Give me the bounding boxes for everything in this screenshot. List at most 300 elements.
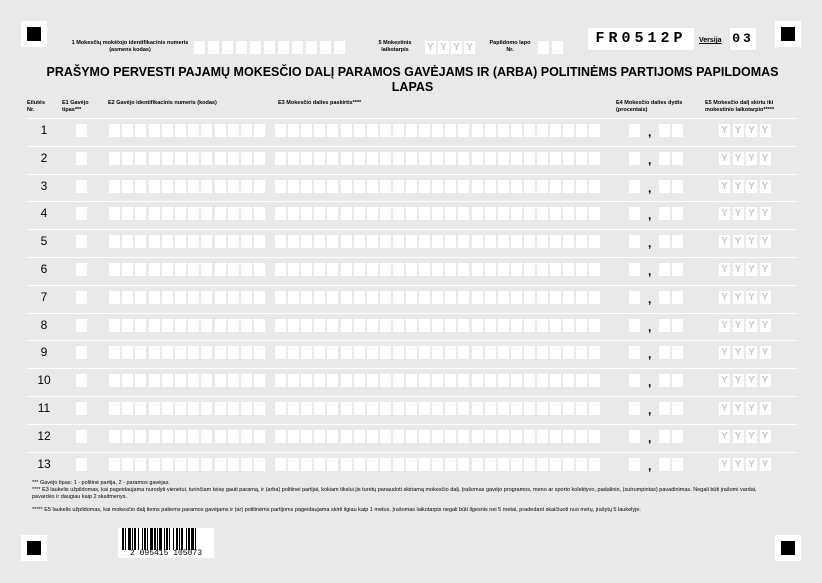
purpose-cell[interactable] <box>576 180 587 193</box>
recipient-id-cell[interactable] <box>175 291 186 304</box>
purpose-cell[interactable] <box>498 263 509 276</box>
purpose-cell[interactable] <box>498 235 509 248</box>
purpose-cell[interactable] <box>354 319 365 332</box>
purpose-cell[interactable] <box>288 291 299 304</box>
recipient-id-cell[interactable] <box>254 402 265 415</box>
period-until-cell[interactable]: Y <box>733 124 744 137</box>
sheet-no-cell[interactable] <box>552 41 563 54</box>
recipient-type-cell[interactable] <box>76 152 87 165</box>
period-until-cell[interactable]: Y <box>733 402 744 415</box>
purpose-cell[interactable] <box>275 207 286 220</box>
purpose-cell[interactable] <box>537 291 548 304</box>
share-percent-cell[interactable] <box>659 319 670 332</box>
recipient-id-cell[interactable] <box>188 235 199 248</box>
purpose-cell[interactable] <box>301 430 312 443</box>
recipient-id-cell[interactable] <box>188 319 199 332</box>
recipient-id-cell[interactable] <box>188 402 199 415</box>
recipient-id-cell[interactable] <box>109 458 120 471</box>
purpose-cell[interactable] <box>524 152 535 165</box>
purpose-cell[interactable] <box>432 374 443 387</box>
purpose-cell[interactable] <box>288 180 299 193</box>
purpose-cell[interactable] <box>458 402 469 415</box>
purpose-cell[interactable] <box>537 430 548 443</box>
purpose-cell[interactable] <box>301 180 312 193</box>
recipient-type-cell[interactable] <box>76 346 87 359</box>
taxpayer-id-cell[interactable] <box>306 41 317 54</box>
purpose-cell[interactable] <box>458 319 469 332</box>
share-percent-cell[interactable] <box>672 402 683 415</box>
share-percent-cell[interactable] <box>672 207 683 220</box>
purpose-cell[interactable] <box>341 319 352 332</box>
recipient-id-cell[interactable] <box>109 402 120 415</box>
recipient-id-cell[interactable] <box>201 263 212 276</box>
purpose-cell[interactable] <box>288 207 299 220</box>
recipient-id-cell[interactable] <box>135 346 146 359</box>
share-percent-cell[interactable] <box>672 124 683 137</box>
purpose-cell[interactable] <box>589 402 600 415</box>
purpose-cell[interactable] <box>288 458 299 471</box>
purpose-cell[interactable] <box>275 235 286 248</box>
recipient-id-cell[interactable] <box>162 319 173 332</box>
purpose-cell[interactable] <box>432 458 443 471</box>
period-until-cell[interactable]: Y <box>746 402 757 415</box>
recipient-id-cell[interactable] <box>254 319 265 332</box>
period-until-cell[interactable]: Y <box>733 374 744 387</box>
recipient-id-cell[interactable] <box>201 235 212 248</box>
share-percent-cell[interactable] <box>672 319 683 332</box>
recipient-id-cell[interactable] <box>162 458 173 471</box>
purpose-cell[interactable] <box>393 374 404 387</box>
period-until-cell[interactable]: Y <box>733 152 744 165</box>
share-percent-cell[interactable] <box>659 152 670 165</box>
recipient-id-cell[interactable] <box>228 235 239 248</box>
purpose-cell[interactable] <box>314 346 325 359</box>
purpose-cell[interactable] <box>288 374 299 387</box>
purpose-cell[interactable] <box>341 346 352 359</box>
purpose-cell[interactable] <box>511 319 522 332</box>
recipient-id-cell[interactable] <box>228 374 239 387</box>
recipient-id-cell[interactable] <box>175 319 186 332</box>
purpose-cell[interactable] <box>393 207 404 220</box>
recipient-id-cell[interactable] <box>122 402 133 415</box>
purpose-cell[interactable] <box>341 291 352 304</box>
purpose-cell[interactable] <box>327 152 338 165</box>
recipient-id-cell[interactable] <box>188 263 199 276</box>
purpose-cell[interactable] <box>314 124 325 137</box>
recipient-id-cell[interactable] <box>135 263 146 276</box>
period-until-cell[interactable]: Y <box>733 319 744 332</box>
purpose-cell[interactable] <box>524 430 535 443</box>
purpose-cell[interactable] <box>288 430 299 443</box>
purpose-cell[interactable] <box>472 235 483 248</box>
recipient-id-cell[interactable] <box>254 124 265 137</box>
recipient-id-cell[interactable] <box>162 346 173 359</box>
recipient-id-cell[interactable] <box>241 235 252 248</box>
purpose-cell[interactable] <box>314 180 325 193</box>
share-percent-cell[interactable] <box>629 291 640 304</box>
purpose-cell[interactable] <box>498 319 509 332</box>
recipient-id-cell[interactable] <box>228 207 239 220</box>
purpose-cell[interactable] <box>511 152 522 165</box>
recipient-id-cell[interactable] <box>254 180 265 193</box>
purpose-cell[interactable] <box>393 152 404 165</box>
taxpayer-id-cell[interactable] <box>264 41 275 54</box>
purpose-cell[interactable] <box>550 152 561 165</box>
period-until-cell[interactable]: Y <box>719 374 730 387</box>
recipient-id-cell[interactable] <box>254 291 265 304</box>
share-percent-cell[interactable] <box>659 346 670 359</box>
share-percent-cell[interactable] <box>659 124 670 137</box>
purpose-cell[interactable] <box>550 291 561 304</box>
recipient-id-cell[interactable] <box>241 346 252 359</box>
purpose-cell[interactable] <box>576 152 587 165</box>
recipient-id-cell[interactable] <box>122 458 133 471</box>
period-until-cell[interactable]: Y <box>733 263 744 276</box>
purpose-cell[interactable] <box>354 291 365 304</box>
share-percent-cell[interactable] <box>659 402 670 415</box>
period-until-cell[interactable]: Y <box>733 207 744 220</box>
recipient-id-cell[interactable] <box>162 402 173 415</box>
purpose-cell[interactable] <box>380 458 391 471</box>
recipient-id-cell[interactable] <box>149 319 160 332</box>
recipient-id-cell[interactable] <box>215 235 226 248</box>
period-until-cell[interactable]: Y <box>733 346 744 359</box>
recipient-id-cell[interactable] <box>122 291 133 304</box>
recipient-id-cell[interactable] <box>228 291 239 304</box>
purpose-cell[interactable] <box>341 374 352 387</box>
purpose-cell[interactable] <box>327 263 338 276</box>
purpose-cell[interactable] <box>472 180 483 193</box>
purpose-cell[interactable] <box>472 319 483 332</box>
purpose-cell[interactable] <box>367 402 378 415</box>
purpose-cell[interactable] <box>576 235 587 248</box>
period-until-cell[interactable]: Y <box>719 402 730 415</box>
purpose-cell[interactable] <box>354 402 365 415</box>
purpose-cell[interactable] <box>327 124 338 137</box>
period-until-cell[interactable]: Y <box>719 291 730 304</box>
recipient-id-cell[interactable] <box>135 374 146 387</box>
recipient-id-cell[interactable] <box>188 374 199 387</box>
recipient-id-cell[interactable] <box>241 319 252 332</box>
recipient-id-cell[interactable] <box>228 430 239 443</box>
purpose-cell[interactable] <box>406 263 417 276</box>
purpose-cell[interactable] <box>301 402 312 415</box>
purpose-cell[interactable] <box>498 374 509 387</box>
share-percent-cell[interactable] <box>659 207 670 220</box>
purpose-cell[interactable] <box>367 458 378 471</box>
purpose-cell[interactable] <box>354 263 365 276</box>
share-percent-cell[interactable] <box>629 207 640 220</box>
purpose-cell[interactable] <box>550 458 561 471</box>
tax-period-cell[interactable]: Y <box>464 41 475 54</box>
purpose-cell[interactable] <box>419 152 430 165</box>
purpose-cell[interactable] <box>563 152 574 165</box>
period-until-cell[interactable]: Y <box>760 402 771 415</box>
purpose-cell[interactable] <box>301 207 312 220</box>
share-percent-cell[interactable] <box>672 180 683 193</box>
share-percent-cell[interactable] <box>672 346 683 359</box>
recipient-id-cell[interactable] <box>215 263 226 276</box>
taxpayer-id-cell[interactable] <box>320 41 331 54</box>
purpose-cell[interactable] <box>367 152 378 165</box>
purpose-cell[interactable] <box>498 291 509 304</box>
purpose-cell[interactable] <box>589 180 600 193</box>
period-until-cell[interactable]: Y <box>719 152 730 165</box>
purpose-cell[interactable] <box>432 319 443 332</box>
recipient-id-cell[interactable] <box>149 124 160 137</box>
recipient-id-cell[interactable] <box>135 402 146 415</box>
purpose-cell[interactable] <box>275 319 286 332</box>
purpose-cell[interactable] <box>393 402 404 415</box>
purpose-cell[interactable] <box>458 346 469 359</box>
purpose-cell[interactable] <box>406 374 417 387</box>
purpose-cell[interactable] <box>537 319 548 332</box>
purpose-cell[interactable] <box>589 374 600 387</box>
recipient-id-cell[interactable] <box>188 430 199 443</box>
purpose-cell[interactable] <box>341 235 352 248</box>
purpose-cell[interactable] <box>472 402 483 415</box>
recipient-id-cell[interactable] <box>215 458 226 471</box>
purpose-cell[interactable] <box>524 235 535 248</box>
purpose-cell[interactable] <box>498 430 509 443</box>
period-until-cell[interactable]: Y <box>760 346 771 359</box>
purpose-cell[interactable] <box>485 319 496 332</box>
purpose-cell[interactable] <box>301 291 312 304</box>
purpose-cell[interactable] <box>458 235 469 248</box>
recipient-id-cell[interactable] <box>241 207 252 220</box>
period-until-cell[interactable]: Y <box>746 319 757 332</box>
purpose-cell[interactable] <box>445 458 456 471</box>
purpose-cell[interactable] <box>511 180 522 193</box>
purpose-cell[interactable] <box>432 152 443 165</box>
share-percent-cell[interactable] <box>672 291 683 304</box>
purpose-cell[interactable] <box>419 458 430 471</box>
purpose-cell[interactable] <box>472 291 483 304</box>
recipient-id-cell[interactable] <box>149 346 160 359</box>
purpose-cell[interactable] <box>563 180 574 193</box>
purpose-cell[interactable] <box>341 430 352 443</box>
recipient-id-cell[interactable] <box>215 346 226 359</box>
period-until-cell[interactable]: Y <box>733 180 744 193</box>
purpose-cell[interactable] <box>406 124 417 137</box>
purpose-cell[interactable] <box>314 458 325 471</box>
purpose-cell[interactable] <box>341 263 352 276</box>
period-until-cell[interactable]: Y <box>760 235 771 248</box>
tax-period-cell[interactable]: Y <box>438 41 449 54</box>
purpose-cell[interactable] <box>432 263 443 276</box>
recipient-id-cell[interactable] <box>215 207 226 220</box>
period-until-cell[interactable]: Y <box>760 430 771 443</box>
purpose-cell[interactable] <box>367 263 378 276</box>
recipient-id-cell[interactable] <box>135 291 146 304</box>
recipient-type-cell[interactable] <box>76 263 87 276</box>
recipient-id-cell[interactable] <box>135 458 146 471</box>
period-until-cell[interactable]: Y <box>760 458 771 471</box>
purpose-cell[interactable] <box>393 180 404 193</box>
purpose-cell[interactable] <box>288 346 299 359</box>
purpose-cell[interactable] <box>327 430 338 443</box>
purpose-cell[interactable] <box>275 458 286 471</box>
purpose-cell[interactable] <box>485 263 496 276</box>
period-until-cell[interactable]: Y <box>760 374 771 387</box>
recipient-id-cell[interactable] <box>188 152 199 165</box>
recipient-id-cell[interactable] <box>109 124 120 137</box>
purpose-cell[interactable] <box>511 402 522 415</box>
recipient-id-cell[interactable] <box>109 374 120 387</box>
purpose-cell[interactable] <box>550 207 561 220</box>
recipient-id-cell[interactable] <box>241 263 252 276</box>
recipient-id-cell[interactable] <box>122 346 133 359</box>
sheet-no-cell[interactable] <box>538 41 549 54</box>
purpose-cell[interactable] <box>511 207 522 220</box>
purpose-cell[interactable] <box>589 124 600 137</box>
share-percent-cell[interactable] <box>629 235 640 248</box>
recipient-id-cell[interactable] <box>122 152 133 165</box>
purpose-cell[interactable] <box>301 263 312 276</box>
purpose-cell[interactable] <box>511 291 522 304</box>
purpose-cell[interactable] <box>458 374 469 387</box>
purpose-cell[interactable] <box>458 180 469 193</box>
recipient-id-cell[interactable] <box>175 180 186 193</box>
purpose-cell[interactable] <box>367 291 378 304</box>
purpose-cell[interactable] <box>524 263 535 276</box>
purpose-cell[interactable] <box>576 291 587 304</box>
share-percent-cell[interactable] <box>629 374 640 387</box>
purpose-cell[interactable] <box>406 207 417 220</box>
purpose-cell[interactable] <box>380 180 391 193</box>
purpose-cell[interactable] <box>550 402 561 415</box>
purpose-cell[interactable] <box>589 319 600 332</box>
purpose-cell[interactable] <box>563 235 574 248</box>
recipient-id-cell[interactable] <box>175 263 186 276</box>
purpose-cell[interactable] <box>367 430 378 443</box>
purpose-cell[interactable] <box>485 402 496 415</box>
purpose-cell[interactable] <box>393 263 404 276</box>
purpose-cell[interactable] <box>589 458 600 471</box>
recipient-id-cell[interactable] <box>254 346 265 359</box>
recipient-id-cell[interactable] <box>201 346 212 359</box>
purpose-cell[interactable] <box>432 124 443 137</box>
recipient-id-cell[interactable] <box>215 319 226 332</box>
recipient-id-cell[interactable] <box>109 235 120 248</box>
purpose-cell[interactable] <box>524 374 535 387</box>
period-until-cell[interactable]: Y <box>719 430 730 443</box>
recipient-type-cell[interactable] <box>76 458 87 471</box>
recipient-id-cell[interactable] <box>175 235 186 248</box>
recipient-id-cell[interactable] <box>135 152 146 165</box>
recipient-id-cell[interactable] <box>188 207 199 220</box>
purpose-cell[interactable] <box>472 458 483 471</box>
recipient-id-cell[interactable] <box>201 124 212 137</box>
purpose-cell[interactable] <box>380 207 391 220</box>
purpose-cell[interactable] <box>550 319 561 332</box>
period-until-cell[interactable]: Y <box>746 346 757 359</box>
purpose-cell[interactable] <box>275 152 286 165</box>
recipient-id-cell[interactable] <box>201 207 212 220</box>
purpose-cell[interactable] <box>537 458 548 471</box>
recipient-id-cell[interactable] <box>135 180 146 193</box>
recipient-type-cell[interactable] <box>76 235 87 248</box>
purpose-cell[interactable] <box>341 180 352 193</box>
purpose-cell[interactable] <box>550 124 561 137</box>
purpose-cell[interactable] <box>537 374 548 387</box>
purpose-cell[interactable] <box>589 207 600 220</box>
recipient-id-cell[interactable] <box>122 235 133 248</box>
purpose-cell[interactable] <box>380 235 391 248</box>
period-until-cell[interactable]: Y <box>746 291 757 304</box>
purpose-cell[interactable] <box>563 124 574 137</box>
purpose-cell[interactable] <box>445 152 456 165</box>
purpose-cell[interactable] <box>576 374 587 387</box>
purpose-cell[interactable] <box>589 152 600 165</box>
purpose-cell[interactable] <box>472 263 483 276</box>
purpose-cell[interactable] <box>341 124 352 137</box>
purpose-cell[interactable] <box>327 207 338 220</box>
recipient-id-cell[interactable] <box>201 430 212 443</box>
recipient-id-cell[interactable] <box>215 124 226 137</box>
share-percent-cell[interactable] <box>629 346 640 359</box>
purpose-cell[interactable] <box>524 291 535 304</box>
recipient-id-cell[interactable] <box>241 430 252 443</box>
purpose-cell[interactable] <box>288 124 299 137</box>
purpose-cell[interactable] <box>288 319 299 332</box>
period-until-cell[interactable]: Y <box>746 180 757 193</box>
purpose-cell[interactable] <box>511 458 522 471</box>
purpose-cell[interactable] <box>445 346 456 359</box>
purpose-cell[interactable] <box>432 402 443 415</box>
purpose-cell[interactable] <box>354 180 365 193</box>
recipient-id-cell[interactable] <box>135 207 146 220</box>
recipient-id-cell[interactable] <box>162 235 173 248</box>
purpose-cell[interactable] <box>563 291 574 304</box>
purpose-cell[interactable] <box>275 430 286 443</box>
period-until-cell[interactable]: Y <box>760 319 771 332</box>
period-until-cell[interactable]: Y <box>760 180 771 193</box>
recipient-id-cell[interactable] <box>175 124 186 137</box>
purpose-cell[interactable] <box>354 124 365 137</box>
recipient-id-cell[interactable] <box>241 124 252 137</box>
share-percent-cell[interactable] <box>672 430 683 443</box>
share-percent-cell[interactable] <box>629 124 640 137</box>
recipient-id-cell[interactable] <box>149 152 160 165</box>
purpose-cell[interactable] <box>341 402 352 415</box>
recipient-id-cell[interactable] <box>149 458 160 471</box>
purpose-cell[interactable] <box>380 430 391 443</box>
purpose-cell[interactable] <box>275 346 286 359</box>
purpose-cell[interactable] <box>445 402 456 415</box>
purpose-cell[interactable] <box>524 402 535 415</box>
share-percent-cell[interactable] <box>629 430 640 443</box>
purpose-cell[interactable] <box>576 207 587 220</box>
purpose-cell[interactable] <box>550 180 561 193</box>
purpose-cell[interactable] <box>458 291 469 304</box>
purpose-cell[interactable] <box>445 207 456 220</box>
recipient-id-cell[interactable] <box>228 346 239 359</box>
recipient-id-cell[interactable] <box>188 346 199 359</box>
purpose-cell[interactable] <box>393 430 404 443</box>
period-until-cell[interactable]: Y <box>719 319 730 332</box>
purpose-cell[interactable] <box>314 319 325 332</box>
recipient-id-cell[interactable] <box>122 180 133 193</box>
purpose-cell[interactable] <box>445 263 456 276</box>
share-percent-cell[interactable] <box>629 319 640 332</box>
recipient-type-cell[interactable] <box>76 319 87 332</box>
recipient-id-cell[interactable] <box>215 180 226 193</box>
recipient-id-cell[interactable] <box>254 207 265 220</box>
purpose-cell[interactable] <box>524 207 535 220</box>
recipient-id-cell[interactable] <box>109 152 120 165</box>
purpose-cell[interactable] <box>327 402 338 415</box>
